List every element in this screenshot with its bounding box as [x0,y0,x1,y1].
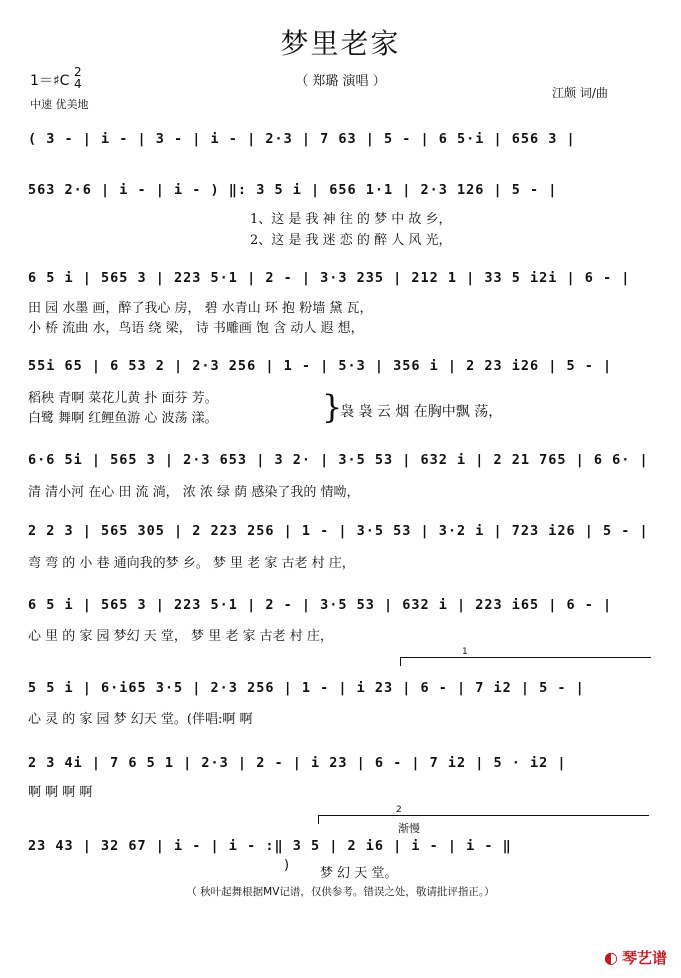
lyric-v2-row3: 小 桥 流曲 水，鸟语 绕 梁， 诗 书雕画 饱 含 动人 遐 想， [28,321,364,336]
notation-row-8: 5 5 i | 6·i65 3·5 | 2·3 256 | 1 - | i 23 | 6 - | 7 i2 | 5 - | [28,680,585,696]
page-title: 梦里老家 [280,27,401,60]
piano-logo-icon: ◐ [604,948,618,967]
notation-row-1: ( 3 - | i - | 3 - | i - | 2·3 | 7 63 | 5 - | 6 5·i | 656 3 | [28,131,576,147]
notation-row-3: 6 5 i | 565 3 | 223 5·1 | 2 - | 3·3 235 | 212 1 | 33 5 i2i | 6 - | [28,270,631,286]
lyric-v2-row4: 白鹭 舞啊 红鲤鱼游 心 波荡 漾。 [28,411,218,426]
lyric-row7: 心 里 的 家 园 梦幻 天 堂， 梦 里 老 家 古老 村 庄， [28,629,333,644]
chorus-lyric-row4: 袅 袅 云 烟 在胸中飘 荡， [340,404,503,420]
lyric-row6: 弯 弯 的 小 巷 通向我的梦 乡。 梦 里 老 家 古老 村 庄， [28,556,355,571]
lyric-v1-row3: 田 园 水墨 画，醉了我心 房， 碧 水青山 环 抱 粉墙 黛 瓦， [28,301,373,316]
volta-bracket-1 [400,657,651,666]
time-signature [74,66,82,90]
verse-brace: } [322,388,343,426]
notation-row-2: 563 2·6 | i - | i - ) ‖: 3 5 i | 656 1·1 | 2·3 126 | 5 - | [28,182,558,198]
lyric-row10: 梦 幻 天 堂。 [320,866,398,881]
closing-parenthesis: ) [284,858,290,873]
footnote: （ 秋叶起舞根据MV记谱，仅供参考。错误之处，敬请批评指正。） [186,886,495,898]
notation-row-7: 6 5 i | 565 3 | 223 5·1 | 2 - | 3·5 53 | 632 i | 223 i65 | 6 - | [28,597,613,613]
lyric-v1-row4: 稻秧 青啊 菜花儿黄 扑 面芬 芳。 [28,391,218,406]
lyric-row8: 心 灵 的 家 园 梦 幻天 堂。(伴唱:啊 啊 [28,712,253,727]
tempo-marking: 中速 优美地 [30,98,89,111]
lyric-v1-row2: 1、这 是 我 神 往 的 梦 中 故 乡， [250,212,452,227]
lyric-row9: 啊 啊 啊 啊 [28,785,93,800]
notation-row-10: 23 43 | 32 67 | i - | i - :‖ 3 5 | 2 i6 | i - | i - ‖ [28,838,512,854]
lyric-row5: 清 清小河 在心 田 流 淌， 浓 浓 绿 荫 感染了我的 情呦， [28,485,360,500]
volta-number-1: 1 [462,647,468,657]
notation-row-6: 2 2 3 | 565 305 | 2 223 256 | 1 - | 3·5 53 | 3·2 i | 723 i26 | 5 - | [28,523,649,539]
notation-row-5: 6·6 5i | 565 3 | 2·3 653 | 3 2· | 3·5 53 | 632 i | 2 21 765 | 6 6· | [28,452,649,468]
ritardando-mark: 渐慢 [398,822,420,835]
logo-text: 琴艺谱 [621,949,667,967]
site-logo[interactable] [604,947,667,968]
volta-number-2: 2 [396,805,402,815]
time-top: 2 [74,65,82,79]
singer-credit: （ 郑璐 演唱 ） [295,74,386,89]
notation-row-9: 2 3 4i | 7 6 5 1 | 2·3 | 2 - | i 23 | 6 - | 7 i2 | 5 · i2 | [28,755,567,771]
key-signature: 1＝♯C [30,73,70,89]
volta-bracket-2 [318,815,649,824]
time-bottom: 4 [74,77,82,91]
notation-row-4: 55i 65 | 6 53 2 | 2·3 256 | 1 - | 5·3 | 356 i | 2 23 i26 | 5 - | [28,358,613,374]
lyric-v2-row2: 2、这 是 我 迷 恋 的 醉 人 风 光， [250,233,452,248]
composer-credit: 江颇 词/曲 [552,86,608,100]
